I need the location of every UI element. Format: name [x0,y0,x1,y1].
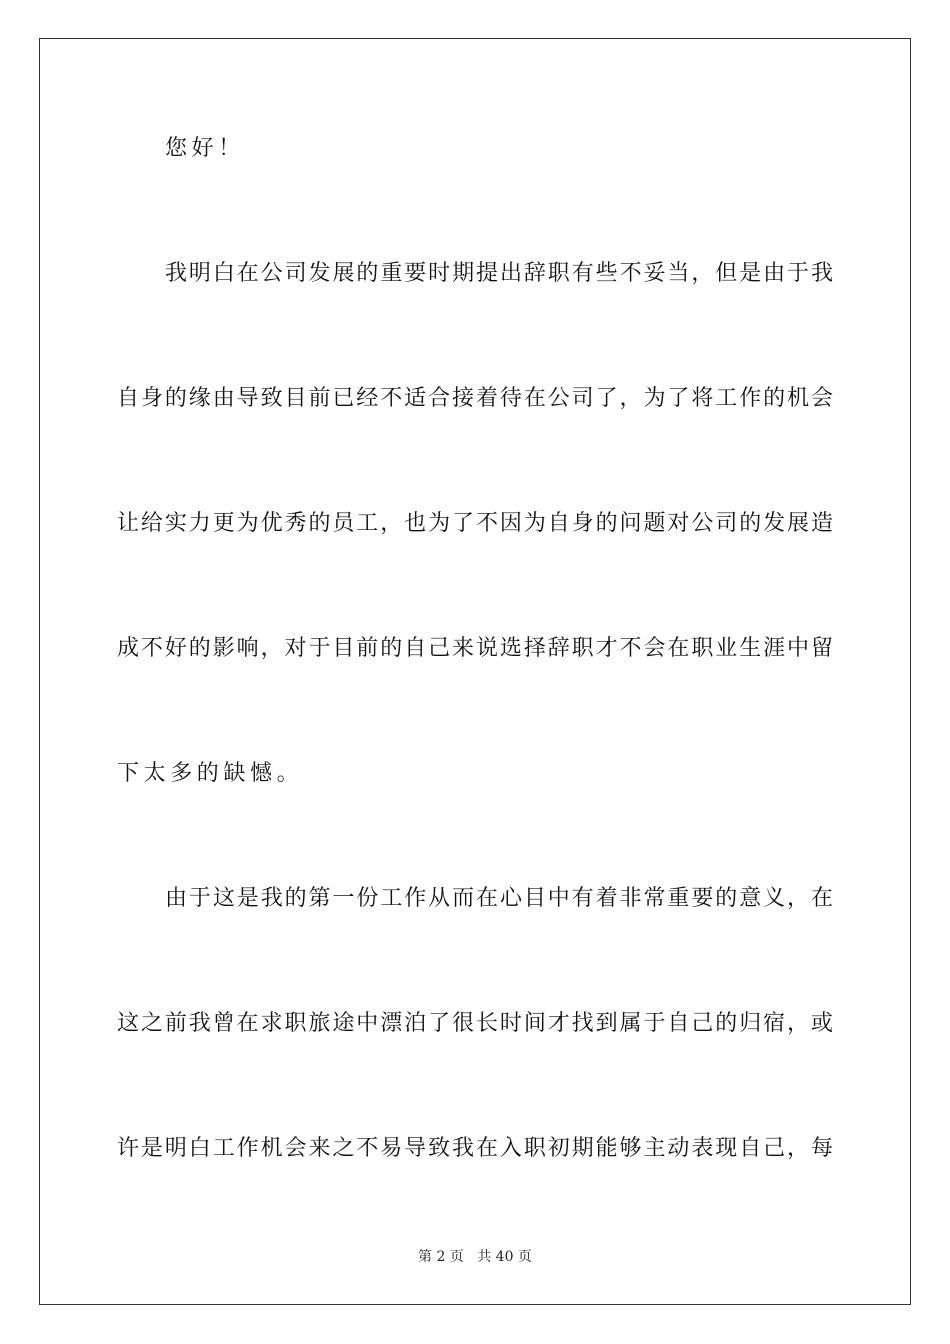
paragraph-line: 我明白在公司发展的重要时期提出辞职有些不妥当，但是由于我 [165,261,833,286]
paragraph-line: 这之前我曾在求职旅途中漂泊了很长时间才找到属于自己的归宿，或 [117,1011,833,1036]
page-number: 第 2 页 [418,1249,464,1265]
paragraph-line: 自身的缘由导致目前已经不适合接着待在公司了，为了将工作的机会 [117,386,833,411]
paragraph-line: 下太多的缺憾。 [117,761,304,786]
paragraph-line: 让给实力更为优秀的员工，也为了不因为自身的问题对公司的发展造 [117,511,833,536]
page-total: 共 40 页 [477,1249,532,1265]
page-frame [39,38,911,1305]
paragraph-line: 成不好的影响，对于目前的自己来说选择辞职才不会在职业生涯中留 [117,636,833,661]
paragraph-line: 由于这是我的第一份工作从而在心目中有着非常重要的意义，在 [165,886,833,911]
page-footer [0,1247,950,1267]
greeting: 您好！ [165,136,245,161]
paragraph-line: 许是明白工作机会来之不易导致我在入职初期能够主动表现自己，每 [117,1136,833,1161]
